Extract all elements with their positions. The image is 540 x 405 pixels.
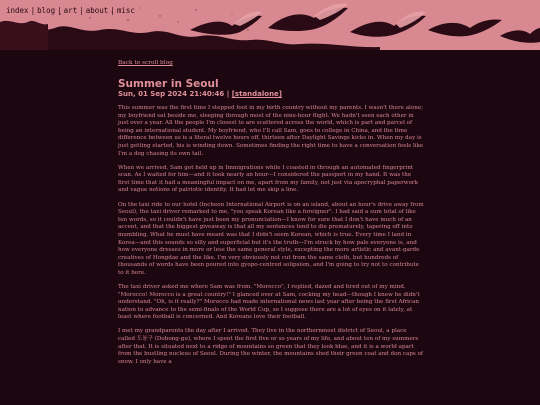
post-body — [118, 105, 424, 366]
nav-separator: | — [57, 6, 62, 15]
post-paragraph: The taxi driver asked me where Sam was from. "Morocco", I replied, dazed and tired out of my mind. "Morocco! Morocco is a great country!" I glanced over at Sam, cocking my head—though I knew he didn't understand. "Oh, is it really?" Morocco had made international news last year after being the first African nation to advance to the semi-finals of the World Cup, so I suppose there are a lot of eyes on it lately, at least where football is concerned. And Koreans love their football. — [118, 283, 420, 321]
post-content — [118, 60, 424, 373]
post-paragraph: I met my grandparents the day after I arrived. They live in the northernmost district of Seoul, a place called 도봉구 (Dobong-gu), where I spent the first five or so years of my life, and about ten of my summers after that. It is situated next to a ridge of mountains so green that they look blue, and it is a world apart from the bustling nucleus of Seoul. During the winter, the mountains shed their green coat and don caps of snow. I only have a — [118, 328, 424, 365]
post-paragraph: On the taxi ride to our hotel (Incheon International Airport is on an island, about an hour's drive away from Seoul), the taxi driver remarked to me, "you speak Korean like a foreigner". I had said a sum total of like ten words, so it couldn't have just been my pronunciation—I know for sure that I don't have much of an accent, and that the biggest giveaway is that all my sentences tend to die prematurely, tapering off into mumbling. What he must have meant was that I didn't seem Korean, which is true. Every time I land in Korea—and this sounds so silly and superficial but it's the truth—I'm struck by how pale everyone is, and how everyone dresses in more or less the same general style, excepting the more artistic and avant-garde creatives of Hongdae and the like. I'm very obviously not cut from the same cloth, but hundreds of thousands of words have been poured into gyopo-centred solipsism, and I'm going to try not to contribute to it here. — [118, 201, 424, 276]
header-banner — [0, 0, 540, 50]
nav-link-index[interactable]: index — [6, 6, 29, 15]
nav-link-misc[interactable]: misc — [116, 6, 135, 15]
post-dateline — [118, 90, 424, 99]
nav-link-about[interactable]: about — [85, 6, 109, 15]
post-date: Sun, 01 Sep 2024 21:40:46 — [118, 90, 225, 98]
post-title: Summer in Seoul — [118, 78, 219, 90]
site-nav — [6, 6, 135, 15]
dateline-separator: | — [226, 90, 230, 98]
nav-separator: | — [30, 6, 36, 15]
nav-link-art[interactable]: art — [63, 6, 78, 15]
nav-separator: | — [79, 6, 84, 15]
back-to-blog-link[interactable]: Back to scroll blog — [118, 60, 173, 66]
post-paragraph: When we arrived, Sam got held up in Immigrations while I coasted in through an automated fingerprint scan. As I waited for him—and it took nearly an hour—I considered the passport in my hand. It was the first time that it had a meaningful impact on me, apart from my family, not just via apocryphal paperwork and vague notions of patriotic identity. It had let me skip a line. — [118, 164, 418, 194]
nav-link-blog[interactable]: blog — [37, 6, 56, 15]
nav-separator: | — [110, 6, 115, 15]
post-paragraph: This summer was the first time I stepped foot in my birth country without my parents. I wasn't there alone; my boyfriend sat beside me, sleeping through most of the nine-hour flight. We hadn't seen each other in just over a year. All the people I'm closest to are scattered across the world, which is part and parcel of being an international student. My boyfriend, who I'll call Sam, goes to college in China, and the time difference between us is a literal twelve hours off, thirteen after Daylight Savings kicks in. When my day is just getting started, his is winding down. Sometimes finding the right time to have a conversation feels like I'm a dog chasing its own tail. — [118, 105, 424, 157]
standalone-link[interactable]: [standalone] — [231, 90, 282, 98]
